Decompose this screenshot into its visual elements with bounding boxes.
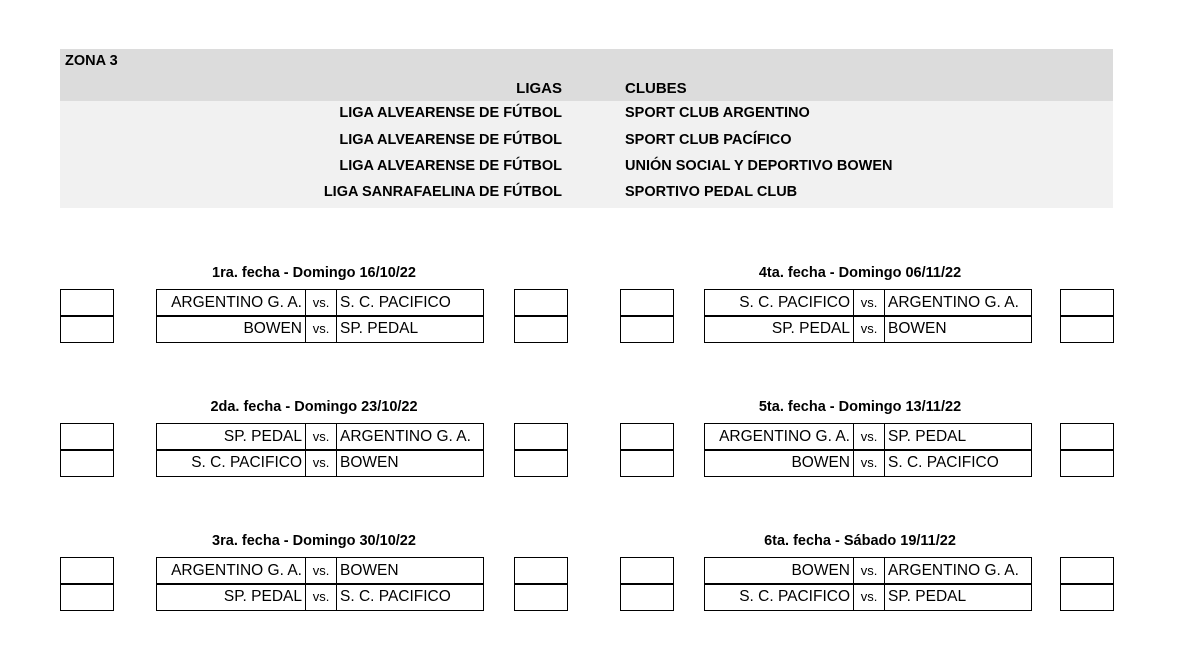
away-score-box[interactable]: [514, 289, 568, 317]
home-score-box[interactable]: [60, 423, 114, 451]
away-score-box[interactable]: [514, 557, 568, 585]
home-team: SP. PEDAL: [156, 583, 306, 611]
away-score-box[interactable]: [1060, 289, 1114, 317]
fixture-4: [606, 265, 1114, 345]
away-team: ARGENTINO G. A.: [884, 289, 1032, 317]
match-row: [60, 315, 568, 342]
liga-name: LIGA ALVEARENSE DE FÚTBOL: [339, 105, 562, 121]
away-score-box[interactable]: [514, 583, 568, 611]
away-team: S. C. PACIFICO: [336, 289, 484, 317]
vs-label: vs.: [854, 289, 884, 317]
club-name: SPORT CLUB PACÍFICO: [625, 132, 792, 148]
fixture-1: [60, 265, 568, 345]
league-table-header: [60, 49, 1113, 101]
home-score-box[interactable]: [60, 315, 114, 343]
home-score-box[interactable]: [620, 557, 674, 585]
liga-name: LIGA ALVEARENSE DE FÚTBOL: [339, 158, 562, 174]
home-score-box[interactable]: [620, 583, 674, 611]
vs-label: vs.: [854, 583, 884, 611]
away-team: BOWEN: [884, 315, 1032, 343]
away-team: ARGENTINO G. A.: [336, 423, 484, 451]
home-team: BOWEN: [156, 315, 306, 343]
match-row: [606, 583, 1114, 610]
liga-name: LIGA ALVEARENSE DE FÚTBOL: [339, 132, 562, 148]
home-team: ARGENTINO G. A.: [156, 289, 306, 317]
fixture-title: 6ta. fecha - Sábado 19/11/22: [764, 533, 956, 549]
home-team: BOWEN: [704, 557, 854, 585]
fixture-title: 3ra. fecha - Domingo 30/10/22: [212, 533, 416, 549]
away-team: S. C. PACIFICO: [884, 449, 1032, 477]
home-score-box[interactable]: [60, 583, 114, 611]
away-score-box[interactable]: [1060, 423, 1114, 451]
league-row: [60, 129, 1113, 155]
home-team: BOWEN: [704, 449, 854, 477]
away-score-box[interactable]: [1060, 315, 1114, 343]
home-team: ARGENTINO G. A.: [156, 557, 306, 585]
vs-label: vs.: [306, 423, 336, 451]
away-team: BOWEN: [336, 449, 484, 477]
fixture-3: [60, 533, 568, 613]
match-row: [606, 423, 1114, 450]
match-row: [60, 449, 568, 476]
zona-title: ZONA 3: [65, 53, 118, 69]
away-team: ARGENTINO G. A.: [884, 557, 1032, 585]
away-score-box[interactable]: [514, 449, 568, 477]
league-table: [60, 49, 1113, 208]
fixture-6: [606, 533, 1114, 613]
league-row: [60, 155, 1113, 181]
home-score-box[interactable]: [620, 449, 674, 477]
away-score-box[interactable]: [514, 423, 568, 451]
ligas-column-header: LIGAS: [516, 80, 562, 97]
home-team: S. C. PACIFICO: [704, 289, 854, 317]
away-score-box[interactable]: [1060, 583, 1114, 611]
fixture-title: 1ra. fecha - Domingo 16/10/22: [212, 265, 416, 281]
home-team: SP. PEDAL: [156, 423, 306, 451]
match-row: [606, 315, 1114, 342]
match-row: [60, 583, 568, 610]
away-team: S. C. PACIFICO: [336, 583, 484, 611]
home-score-box[interactable]: [60, 449, 114, 477]
fixture-title: 4ta. fecha - Domingo 06/11/22: [758, 265, 962, 281]
liga-name: LIGA SANRAFAELINA DE FÚTBOL: [323, 184, 562, 200]
fixture-2: [60, 399, 568, 479]
vs-label: vs.: [306, 557, 336, 585]
vs-label: vs.: [854, 449, 884, 477]
clubes-column-header: CLUBES: [625, 80, 687, 97]
home-score-box[interactable]: [60, 557, 114, 585]
away-team: SP. PEDAL: [336, 315, 484, 343]
match-row: [60, 289, 568, 316]
vs-label: vs.: [854, 557, 884, 585]
league-row: [60, 181, 1113, 207]
club-name: SPORT CLUB ARGENTINO: [625, 105, 810, 121]
match-row: [606, 557, 1114, 584]
home-team: SP. PEDAL: [704, 315, 854, 343]
home-score-box[interactable]: [620, 315, 674, 343]
vs-label: vs.: [854, 315, 884, 343]
away-team: SP. PEDAL: [884, 423, 1032, 451]
vs-label: vs.: [854, 423, 884, 451]
away-score-box[interactable]: [1060, 449, 1114, 477]
away-team: SP. PEDAL: [884, 583, 1032, 611]
home-score-box[interactable]: [620, 423, 674, 451]
away-score-box[interactable]: [1060, 557, 1114, 585]
home-team: ARGENTINO G. A.: [704, 423, 854, 451]
match-row: [606, 449, 1114, 476]
fixture-5: [606, 399, 1114, 479]
match-row: [60, 423, 568, 450]
league-row: [60, 102, 1113, 128]
vs-label: vs.: [306, 289, 336, 317]
fixture-title: 5ta. fecha - Domingo 13/11/22: [758, 399, 962, 415]
home-team: S. C. PACIFICO: [156, 449, 306, 477]
away-team: BOWEN: [336, 557, 484, 585]
club-name: UNIÓN SOCIAL Y DEPORTIVO BOWEN: [625, 158, 893, 174]
club-name: SPORTIVO PEDAL CLUB: [625, 184, 798, 200]
home-score-box[interactable]: [620, 289, 674, 317]
match-row: [60, 557, 568, 584]
vs-label: vs.: [306, 315, 336, 343]
home-score-box[interactable]: [60, 289, 114, 317]
home-team: S. C. PACIFICO: [704, 583, 854, 611]
away-score-box[interactable]: [514, 315, 568, 343]
vs-label: vs.: [306, 583, 336, 611]
match-row: [606, 289, 1114, 316]
fixture-title: 2da. fecha - Domingo 23/10/22: [210, 399, 418, 415]
vs-label: vs.: [306, 449, 336, 477]
